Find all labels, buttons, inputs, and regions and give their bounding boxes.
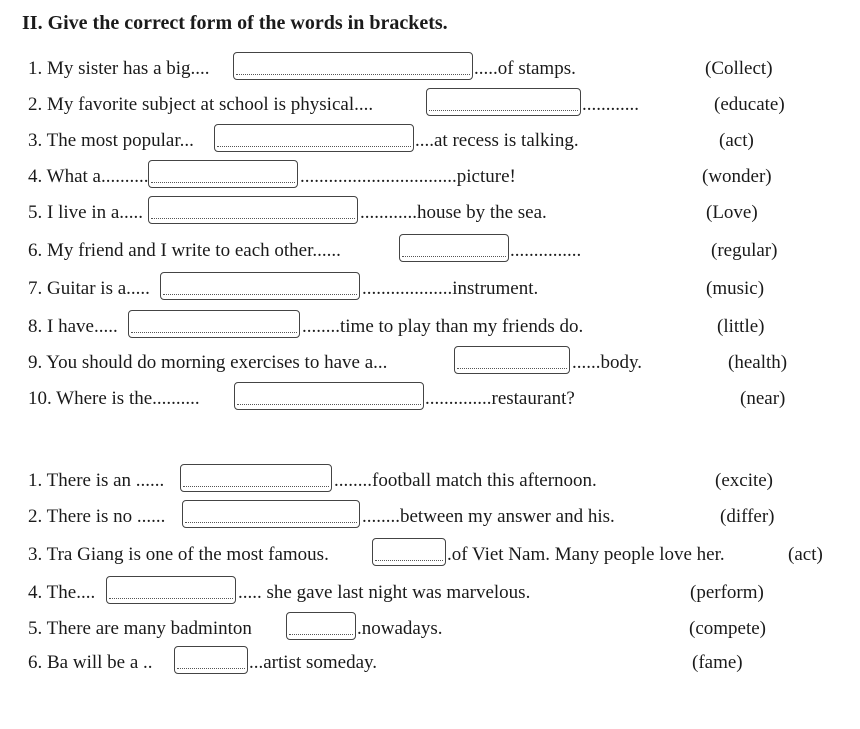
word-hint: (regular) [711, 240, 778, 261]
question-text-after: ............house by the sea. [360, 202, 547, 223]
answer-box[interactable] [148, 160, 298, 188]
question-text-before: 4. The.... [28, 582, 96, 603]
word-hint: (act) [788, 544, 823, 565]
word-hint: (near) [740, 388, 786, 409]
word-hint: (Collect) [705, 58, 773, 79]
question-row [28, 52, 828, 82]
word-hint: (wonder) [702, 166, 772, 187]
answer-box[interactable] [399, 234, 509, 262]
question-text-after: ...artist someday. [249, 652, 378, 673]
answer-box[interactable] [160, 272, 360, 300]
word-hint: (compete) [689, 618, 767, 639]
answer-box[interactable] [128, 310, 300, 338]
question-text-after: ..... she gave last night was marvelous. [238, 582, 531, 603]
question-row [28, 196, 828, 226]
question-text-before: 1. My sister has a big.... [28, 58, 210, 79]
word-hint: (act) [719, 130, 754, 151]
question-text-before: 8. I have..... [28, 316, 118, 337]
word-hint: (little) [717, 316, 765, 337]
answer-box[interactable] [182, 500, 360, 528]
question-row [28, 500, 838, 530]
answer-box[interactable] [174, 646, 248, 674]
question-row [28, 346, 838, 376]
word-hint: (differ) [720, 506, 775, 527]
question-row [28, 88, 828, 118]
question-text-before: 3. Tra Giang is one of the most famous. [28, 544, 329, 565]
question-text-after: ............ [582, 94, 639, 115]
answer-box[interactable] [148, 196, 358, 224]
answer-box[interactable] [426, 88, 581, 116]
question-text-after: ......body. [572, 352, 643, 373]
question-text-after: ........between my answer and his. [362, 506, 615, 527]
answer-box[interactable] [372, 538, 446, 566]
question-text-before: 9. You should do morning exercises to have a... [28, 352, 388, 373]
question-text-after: ............... [510, 240, 582, 261]
question-text-before: 2. There is no ...... [28, 506, 166, 527]
question-text-after: ..............restaurant? [425, 388, 575, 409]
question-text-before: 7. Guitar is a..... [28, 278, 150, 299]
question-text-before: 3. The most popular... [28, 130, 194, 151]
question-row [28, 464, 838, 494]
question-text-before: 4. What a.......... [28, 166, 149, 187]
question-text-after: ....at recess is talking. [415, 130, 579, 151]
question-row [28, 382, 838, 412]
question-text-after: .................................picture! [300, 166, 516, 187]
word-hint: (excite) [715, 470, 774, 491]
question-text-before: 10. Where is the.......... [28, 388, 200, 409]
question-row [28, 272, 828, 302]
question-row [28, 576, 838, 606]
answer-box[interactable] [234, 382, 424, 410]
question-row [28, 538, 838, 568]
answer-box[interactable] [233, 52, 473, 80]
word-hint: (fame) [692, 652, 743, 673]
question-text-after: .of Viet Nam. Many people love her. [447, 544, 725, 565]
question-text-before: 6. My friend and I write to each other...... [28, 240, 341, 261]
answer-box[interactable] [214, 124, 414, 152]
word-hint: (music) [706, 278, 765, 299]
question-text-after: ...................instrument. [362, 278, 539, 299]
answer-box[interactable] [286, 612, 356, 640]
exercise-title: II. Give the correct form of the words in brackets. [22, 12, 448, 34]
question-text-before: 5. I live in a..... [28, 202, 144, 223]
question-row [28, 234, 828, 264]
question-text-after: ........football match this afternoon. [334, 470, 597, 491]
answer-box[interactable] [454, 346, 570, 374]
question-text-after: ........time to play than my friends do. [302, 316, 584, 337]
question-text-before: 2. My favorite subject at school is physical.... [28, 94, 374, 115]
question-text-before: 5. There are many badminton [28, 618, 252, 639]
question-text-after: .....of stamps. [474, 58, 576, 79]
question-text-before: 1. There is an ...... [28, 470, 165, 491]
question-row [28, 124, 828, 154]
word-hint: (perform) [690, 582, 764, 603]
word-hint: (educate) [714, 94, 785, 115]
question-text-after: .nowadays. [357, 618, 443, 639]
question-row [28, 646, 838, 676]
answer-box[interactable] [180, 464, 332, 492]
word-hint: (health) [728, 352, 788, 373]
question-text-before: 6. Ba will be a .. [28, 652, 153, 673]
question-row [28, 612, 838, 642]
question-row [28, 160, 828, 190]
answer-box[interactable] [106, 576, 236, 604]
question-row [28, 310, 828, 340]
word-hint: (Love) [706, 202, 758, 223]
